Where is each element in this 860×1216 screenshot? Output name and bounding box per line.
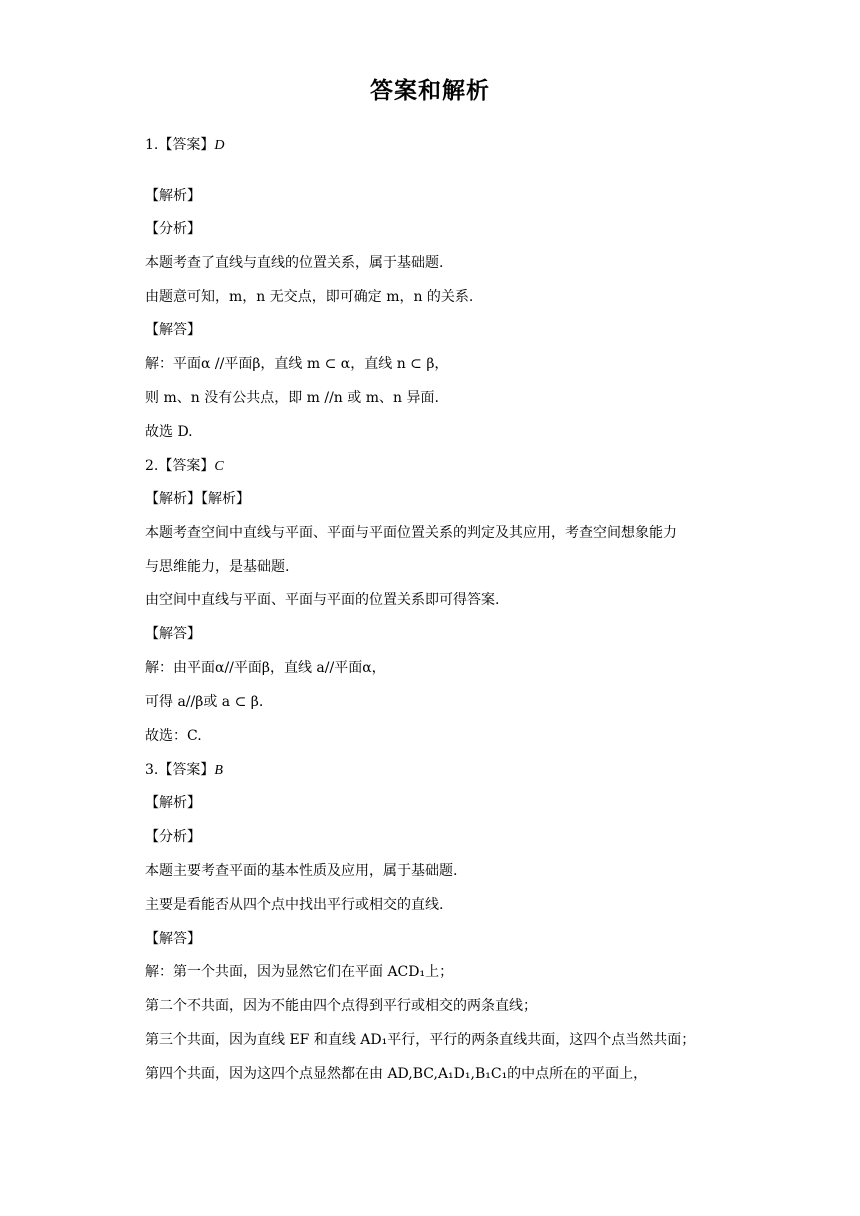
q2-fenxi-line1: 本题考查空间中直线与平面、平面与平面位置关系的判定及其应用，考查空间想象能力 bbox=[145, 525, 677, 541]
q3-fenxi-line2: 主要是看能否从四个点中找出平行或相交的直线. bbox=[145, 897, 444, 913]
q3-jieda-line1: 解：第一个共面，因为显然它们在平面 ACD₁上； bbox=[145, 964, 454, 980]
q1-answer bbox=[145, 135, 224, 156]
q3-fenxi-line1: 本题主要考查平面的基本性质及应用，属于基础题. bbox=[145, 863, 458, 879]
q2-answer-value: C bbox=[214, 459, 224, 474]
q2-jieda-line2: 可得 a//β或 a ⊂ β. bbox=[145, 694, 264, 710]
q3-answer bbox=[145, 760, 223, 781]
page-title: 答案和解析 bbox=[370, 78, 490, 104]
q2-answer-label: 2.【答案】 bbox=[145, 458, 215, 474]
q1-answer-value: D bbox=[214, 138, 225, 153]
q1-jieda-header: 【解答】 bbox=[145, 322, 201, 338]
q1-answer-label: 1.【答案】 bbox=[145, 137, 215, 153]
q3-fenxi-header: 【分析】 bbox=[145, 829, 201, 845]
q2-fenxi-line2: 与思维能力，是基础题. bbox=[145, 559, 290, 575]
q1-jieda-line2: 则 m、n 没有公共点，即 m //n 或 m、n 异面. bbox=[145, 390, 439, 406]
q1-fenxi-line2: 由题意可知，m，n 无交点，即可确定 m，n 的关系. bbox=[145, 289, 474, 305]
q2-jieda-line3: 故选：C. bbox=[145, 728, 202, 744]
q2-analysis-header: 【解析】【解析】 bbox=[145, 491, 250, 507]
q1-jieda-line3: 故选 D. bbox=[145, 424, 193, 440]
q3-jieda-line3: 第三个共面，因为直线 EF 和直线 AD₁平行，平行的两条直线共面，这四个点当然共面； bbox=[145, 1032, 696, 1048]
q3-jieda-header: 【解答】 bbox=[145, 931, 201, 947]
q2-jieda-line1: 解：由平面α//平面β，直线 a//平面α， bbox=[145, 660, 386, 676]
q3-jieda-line2: 第二个不共面，因为不能由四个点得到平行或相交的两条直线； bbox=[145, 998, 537, 1014]
q1-analysis-header: 【解析】 bbox=[145, 188, 201, 204]
q1-fenxi-header: 【分析】 bbox=[145, 221, 201, 237]
q2-jieda-header: 【解答】 bbox=[145, 626, 201, 642]
q1-fenxi-line1: 本题考查了直线与直线的位置关系，属于基础题. bbox=[145, 255, 444, 271]
q2-fenxi-line3: 由空间中直线与平面、平面与平面的位置关系即可得答案. bbox=[145, 592, 500, 608]
q3-analysis-header: 【解析】 bbox=[145, 795, 201, 811]
q3-answer-value: B bbox=[214, 763, 223, 778]
q3-answer-label: 3.【答案】 bbox=[145, 762, 215, 778]
q2-answer bbox=[145, 456, 224, 477]
q1-jieda-line1: 解：平面α //平面β，直线 m ⊂ α，直线 n ⊂ β， bbox=[145, 356, 449, 372]
q3-jieda-line4: 第四个共面，因为这四个点显然都在由 AD,BC,A₁D₁,B₁C₁的中点所在的平面上， bbox=[145, 1066, 648, 1082]
